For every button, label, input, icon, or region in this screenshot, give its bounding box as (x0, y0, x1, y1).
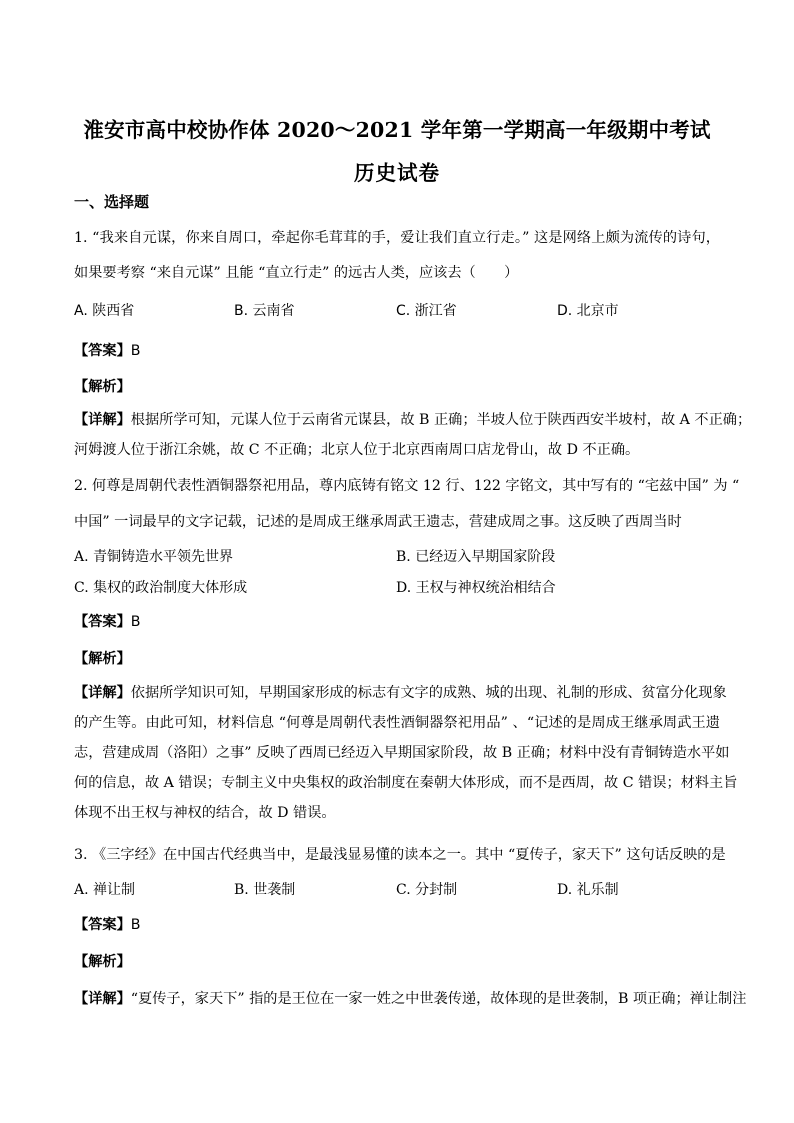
q3-answer (74, 915, 141, 935)
q1-option-b: B. 云南省 (234, 303, 295, 319)
q1-stem-line2: 如果要考察 “来自元谋” 且能 “直立行走” 的远古人类，应该去（ ） (74, 265, 519, 281)
detail-tag: 【详解】 (74, 412, 131, 428)
q2-answer (74, 612, 141, 632)
q2-stem-line2: 中国” 一词最早的文字记载，记述的是周成王继承周武王遗志，营建成周之事。这反映了西周当时 (74, 514, 682, 530)
exam-title: 淮安市高中校协作体 2020～2021 学年第一学期高一年级期中考试 (83, 118, 711, 142)
answer-value: B (130, 917, 141, 933)
section-heading: 一、选择题 (74, 193, 150, 211)
q3-detail-line1 (74, 989, 747, 1009)
q1-option-d: D. 北京市 (557, 303, 619, 319)
answer-tag: 【答案】 (74, 614, 131, 630)
q2-detail-line2: 的产生等。由此可知，材料信息 “何尊是周朝代表性酒铜器祭祀用品” 、“记述的是周成王继承周武王遗 (74, 715, 720, 731)
q3-stem-line1: 3. 《三字经》在中国古代经典当中，是最浅显易懂的读本之一。其中 “夏传子，家天下” 这句话反映的是 (74, 847, 726, 863)
detail-text: 根据所学可知，元谋人位于云南省元谋县，故 B 正确；半坡人位于陕西西安半坡村，故 A 不正确； (130, 412, 752, 428)
detail-tag: 【详解】 (74, 685, 131, 701)
answer-tag: 【答案】 (74, 917, 131, 933)
q2-option-b: B. 已经迈入早期国家阶段 (396, 549, 556, 565)
q1-answer (74, 341, 141, 361)
q1-analysis-tag: 【解析】 (74, 379, 131, 395)
q1-option-a: A. 陕西省 (74, 303, 135, 319)
q2-option-c: C. 集权的政治制度大体形成 (74, 580, 248, 596)
q2-option-a: A. 青铜铸造水平领先世界 (74, 549, 234, 565)
detail-text: 依据所学知识可知，早期国家形成的标志有文字的成熟、城的出现、礼制的形成、贫富分化现象 (130, 685, 727, 701)
q2-option-d: D. 王权与神权统治相结合 (396, 580, 556, 596)
exam-subtitle: 历史试卷 (354, 161, 440, 185)
q3-option-a: A. 禅让制 (74, 882, 136, 898)
q3-option-c: C. 分封制 (396, 882, 458, 898)
answer-value: B (130, 614, 141, 630)
q3-option-d: D. 礼乐制 (557, 882, 619, 898)
detail-tag: 【详解】 (74, 991, 131, 1007)
q2-analysis-tag: 【解析】 (74, 651, 131, 667)
q1-detail-line2: 河姆渡人位于浙江余姚，故 C 不正确；北京人位于北京西南周口店龙骨山，故 D 不正确。 (74, 442, 640, 458)
q1-stem-line1: 1. “我来自元谋，你来自周口，牵起你毛茸茸的手，爱让我们直立行走。” 这是网络上颇为流传的诗句， (74, 230, 720, 246)
answer-tag: 【答案】 (74, 343, 131, 359)
q2-stem-line1: 2. 何尊是周朝代表性酒铜器祭祀用品，尊内底铸有铭文 12 行、122 字铭文，其中写有的 “宅兹中国” 为 “ (74, 478, 740, 494)
q3-analysis-tag: 【解析】 (74, 954, 131, 970)
q3-option-b: B. 世袭制 (234, 882, 296, 898)
detail-text: “夏传子，家天下” 指的是王位在一家一姓之中世袭传递，故体现的是世袭制，B 项正确；禅让制注 (130, 991, 747, 1007)
answer-value: B (130, 343, 141, 359)
q2-detail-line5: 体现不出王权与神权的结合，故 D 错误。 (74, 805, 336, 821)
q1-option-c: C. 浙江省 (396, 303, 457, 319)
q2-detail-line4: 何的信息，故 A 错误；专制主义中央集权的政治制度在秦朝大体形成，而不是西周，故 C 错误；材料主旨 (74, 775, 738, 791)
q2-detail-line1 (74, 683, 727, 703)
q1-detail-line1 (74, 410, 752, 430)
q2-detail-line3: 志，营建成周（洛阳）之事” 反映了西周已经迈入早期国家阶段，故 B 正确；材料中没有青铜铸造水平如 (74, 745, 730, 761)
